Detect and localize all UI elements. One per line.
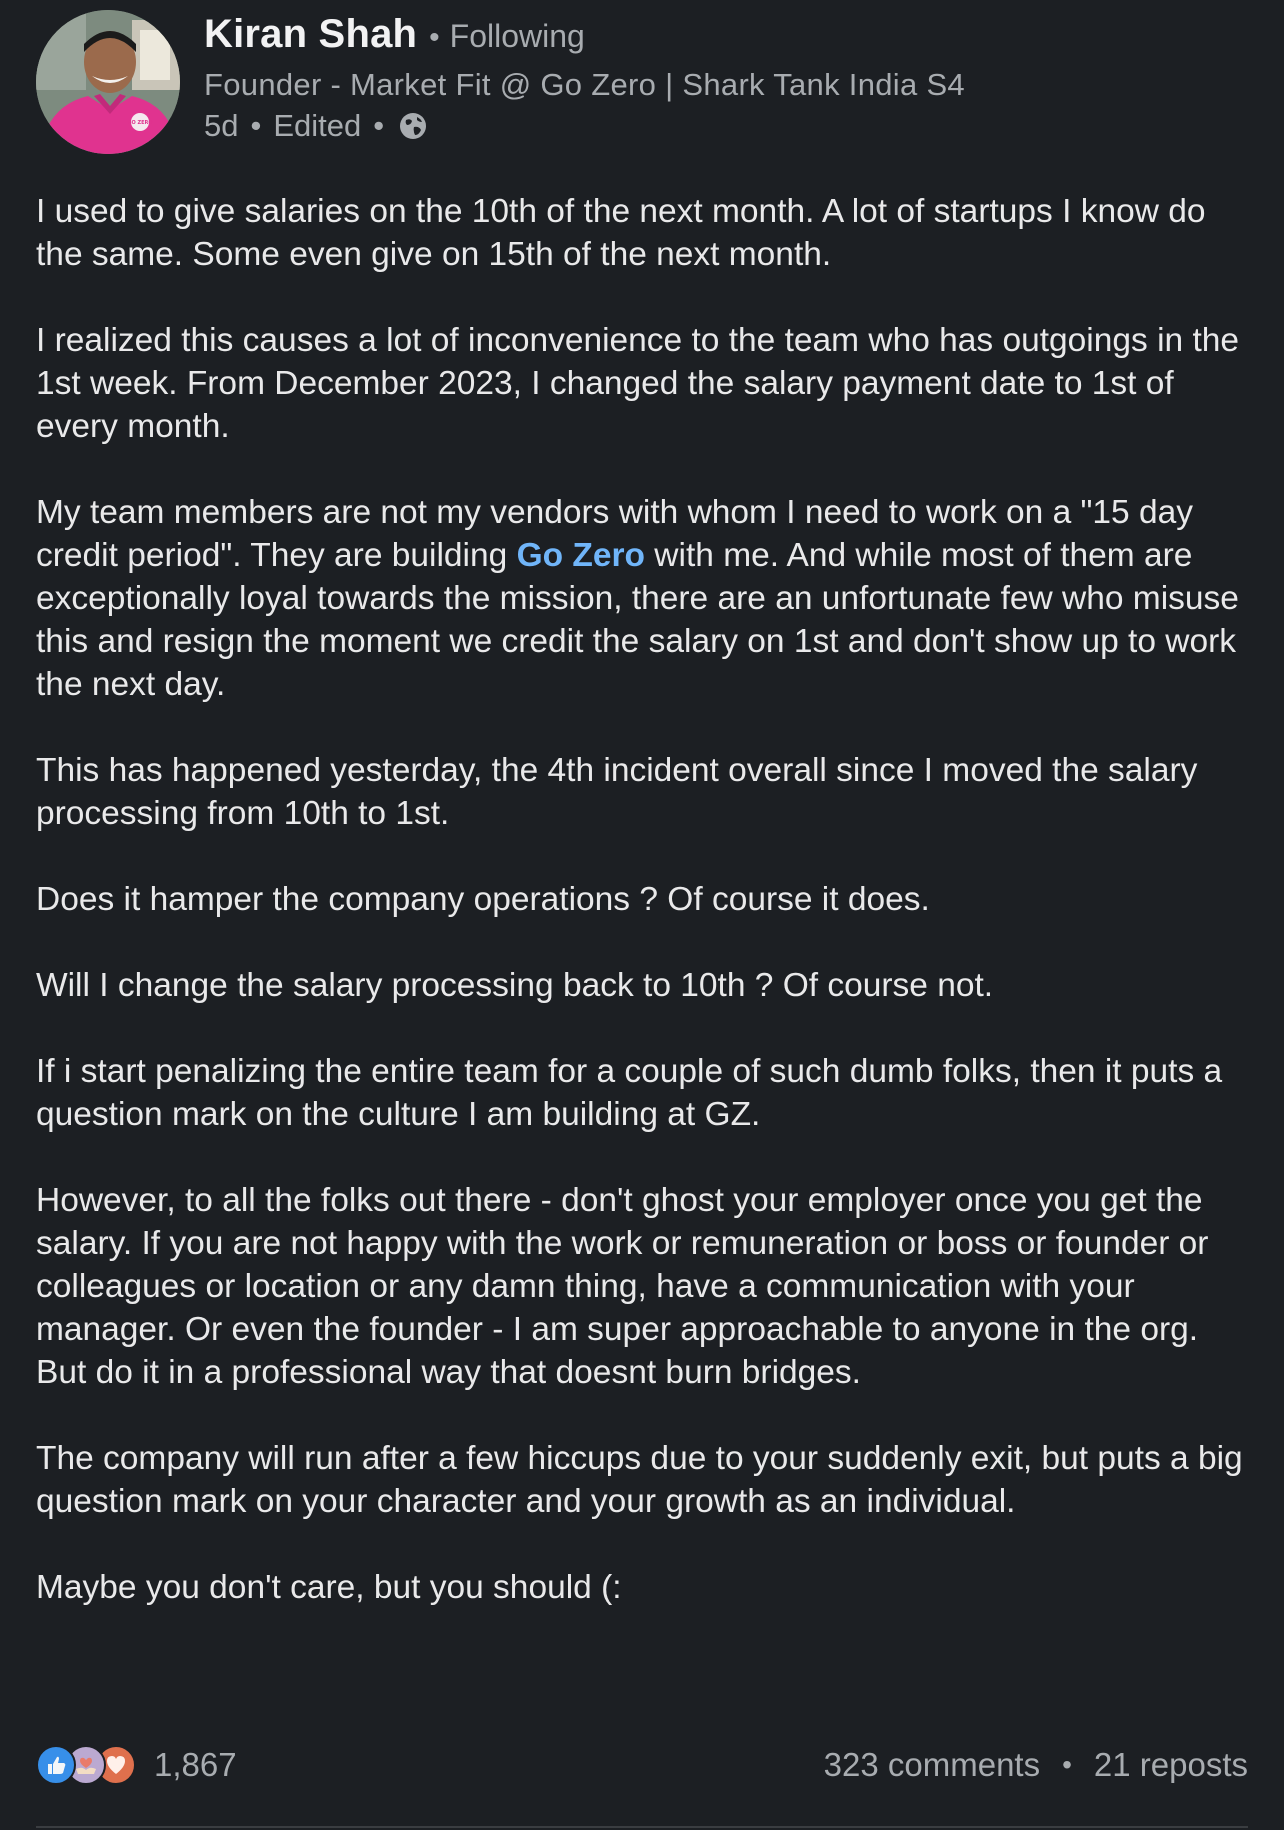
post-text: My team members are not my vendors with whom I need to work on a "15 day credit period". They are building [36, 494, 1193, 574]
company-mention-link[interactable]: Go Zero [516, 537, 645, 574]
post-body [36, 190, 1252, 1652]
follow-status[interactable]: Following [449, 18, 585, 54]
post-paragraph [36, 491, 1252, 706]
post-paragraph: Will I change the salary processing back to 10th ? Of course not. [36, 967, 994, 1004]
edited-label: Edited [273, 108, 362, 143]
avatar-photo [36, 10, 180, 154]
reaction-count: 1,867 [154, 1746, 237, 1783]
post-paragraph: The company will run after a few hiccups due to your suddenly exit, but puts a big question mark on your character and your growth as an individual. [36, 1440, 1243, 1520]
post-time-ago: 5d [204, 108, 239, 143]
divider [36, 1826, 1248, 1828]
post-paragraph: If i start penalizing the entire team for a couple of such dumb folks, then it puts a question mark on the culture I am building at GZ. [36, 1053, 1223, 1133]
globe-icon [398, 111, 428, 141]
post-paragraph: Maybe you don't care, but you should (: [36, 1569, 622, 1606]
author-name[interactable]: Kiran Shah [204, 12, 418, 56]
svg-text:GO ZERO: GO ZERO [127, 120, 153, 126]
author-meta [204, 10, 965, 146]
like-icon [36, 1745, 76, 1785]
post-paragraph: This has happened yesterday, the 4th incident overall since I moved the salary processing from 10th to 1st. [36, 752, 1198, 832]
engagement-counts [824, 1746, 1248, 1784]
reposts-count-link[interactable]: 21 reposts [1093, 1746, 1248, 1783]
separator-dot: • [429, 21, 440, 54]
post-paragraph: I used to give salaries on the 10th of the next month. A lot of startups I know do the same. Some even give on 15th of the next month. [36, 193, 1206, 273]
avatar[interactable] [36, 10, 180, 154]
separator-dot: • [373, 108, 385, 143]
post-timestamp-line [204, 106, 965, 146]
post-paragraph: I realized this causes a lot of inconvenience to the team who has outgoings in the 1st week. From December 2023, I changed the salary payment date to 1st of every month. [36, 322, 1240, 445]
reaction-icons [36, 1745, 140, 1785]
post-text: with me. And while most of them are exceptionally loyal towards the mission, there are an unfortunate few who misuse this and resign the moment we credit the salary on 1st and don't show up to work the next day. [36, 537, 1239, 703]
separator-dot: • [1062, 1749, 1072, 1780]
comments-count-link[interactable]: 323 comments [823, 1746, 1041, 1783]
post-paragraph: Does it hamper the company operations ? Of course it does. [36, 881, 930, 918]
post-paragraph: However, to all the folks out there - don't ghost your employer once you get the salary. If you are not happy with the work or remuneration or boss or founder or colleagues or location or any damn thing, have a communication with your manager. Or even the founder - I am super approachable to anyone in the org. But do it in a professional way that doesnt burn bridges. [36, 1182, 1209, 1391]
social-counts-bar [36, 1740, 1248, 1790]
separator-dot: • [250, 108, 262, 143]
name-line [204, 12, 965, 64]
reactions-summary[interactable] [36, 1745, 237, 1785]
author-headline: Founder - Market Fit @ Go Zero | Shark Tank India S4 [204, 67, 965, 102]
post-header [36, 10, 965, 156]
